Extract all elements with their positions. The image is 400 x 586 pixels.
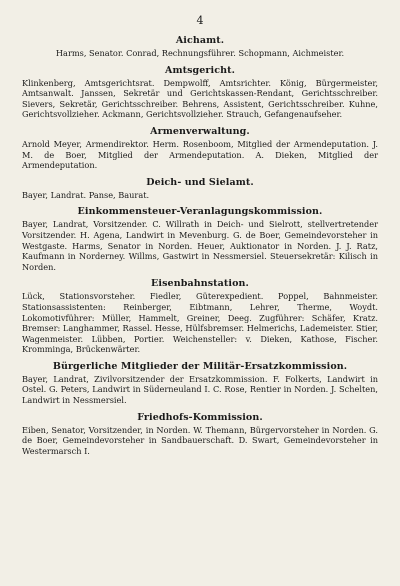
section-text: Lück, Stationsvorsteher. Fiedler, Güterexpedient. Poppel, Bahnmeister. Stationsassistenten: Reinberger, Eibtmann, Lehrer, Therme, Woydt. Lokomotivführer: Müller, Hammelt, Greiner, Deeg. Zugführer: Schäfer, Kratz. Bremser: Langhammer, Rassel. Hesse, Hülfsbremser. Helmerichs, Lademeister. Stier, Wagenmeister. Lübben, Portier. Weichensteller: v. Dieken, Kathose, Fischer. Kromminga, Brückenwärter. — [22, 291, 378, 355]
section-heading: Friedhofs-Kommission. — [137, 411, 263, 423]
section-einkommensteuer — [22, 206, 378, 272]
section-armenverwaltung — [22, 126, 378, 171]
section-aichamt — [22, 35, 378, 59]
section-friedhofs-kommission — [22, 412, 378, 457]
section-text: Harms, Senator. Conrad, Rechnungsführer. Schopmann, Aichmeister. — [55, 48, 345, 58]
section-text: Bayer, Landrat, Zivilvorsitzender der Ersatzkommission. F. Folkerts, Landwirt in Ostel. G. Peters, Landwirt in Süderneuland I. C. Rose, Rentier in Norden. J. Schelten, Landwirt in Nessmersiel. — [22, 373, 378, 406]
section-amtsgericht — [22, 65, 378, 120]
section-text: Bayer, Landrat. Panse, Baurat. — [22, 189, 150, 200]
section-text: Klinkenberg, Amtsgerichtsrat. Dempwolff, Amtsrichter. König, Bürgermeister, Amtsanwalt. Janssen, Sekretär und Gerichtskassen-Rendant, Gerichtsschreiber. Sievers, Sekretär, Gerichtsschreiber. Behrens, Assistent, Gerichtsschreiber. Kuhne, Gerichtsvollzieher. Ackmann, Gerichtsvollzieher. Strauch, Gefangenaufseher. — [22, 77, 378, 120]
page-number: 4 — [196, 14, 204, 27]
section-heading: Aichamt. — [175, 35, 225, 46]
section-heading: Deich- und Sielamt. — [146, 176, 254, 188]
section-militaer-ersatzkommission — [22, 361, 378, 406]
section-eisenbahnstation — [22, 278, 378, 355]
section-text: Arnold Meyer, Armendirektor. Herm. Rosenboom, Mitglied der Armendeputation. J. M. de Boer, Mitglied der Armendeputation. A. Dieken, Mitglied der Armendeputation. — [22, 138, 378, 171]
section-text: Eiben, Senator, Vorsitzender, in Norden. W. Themann, Bürgervorsteher in Norden. G. de Boer, Gemeindevorsteher in Sandbauerschaft. D. Swart, Gemeindevorsteher in Westermarsch I. — [22, 424, 378, 456]
section-heading: Bürgerliche Mitglieder der Militär-Ersatzkommission. — [52, 360, 348, 372]
section-heading: Armenverwaltung. — [150, 125, 250, 137]
section-heading: Eisenbahnstation. — [151, 278, 249, 290]
section-deich-und-sielamt — [22, 177, 378, 201]
section-heading: Einkommensteuer-Veranlagungskommission. — [77, 206, 323, 218]
section-text: Bayer, Landrat, Vorsitzender. C. Willrath in Deich- und Sielrott, stellvertretender Vorsitzender. H. Agena, Landwirt in Mevenburg. G. de Boer, Gemeindevorsteher in Westgaste. Harms, Senator in Norden. Heuer, Auktionator in Norden. J. J. Ratz, Kaufmann in Norderney. Willms, Gastwirt in Nessmersiel. Steuersekretär: Kilisch in Norden. — [22, 219, 378, 272]
section-heading: Amtsgericht. — [164, 64, 236, 76]
